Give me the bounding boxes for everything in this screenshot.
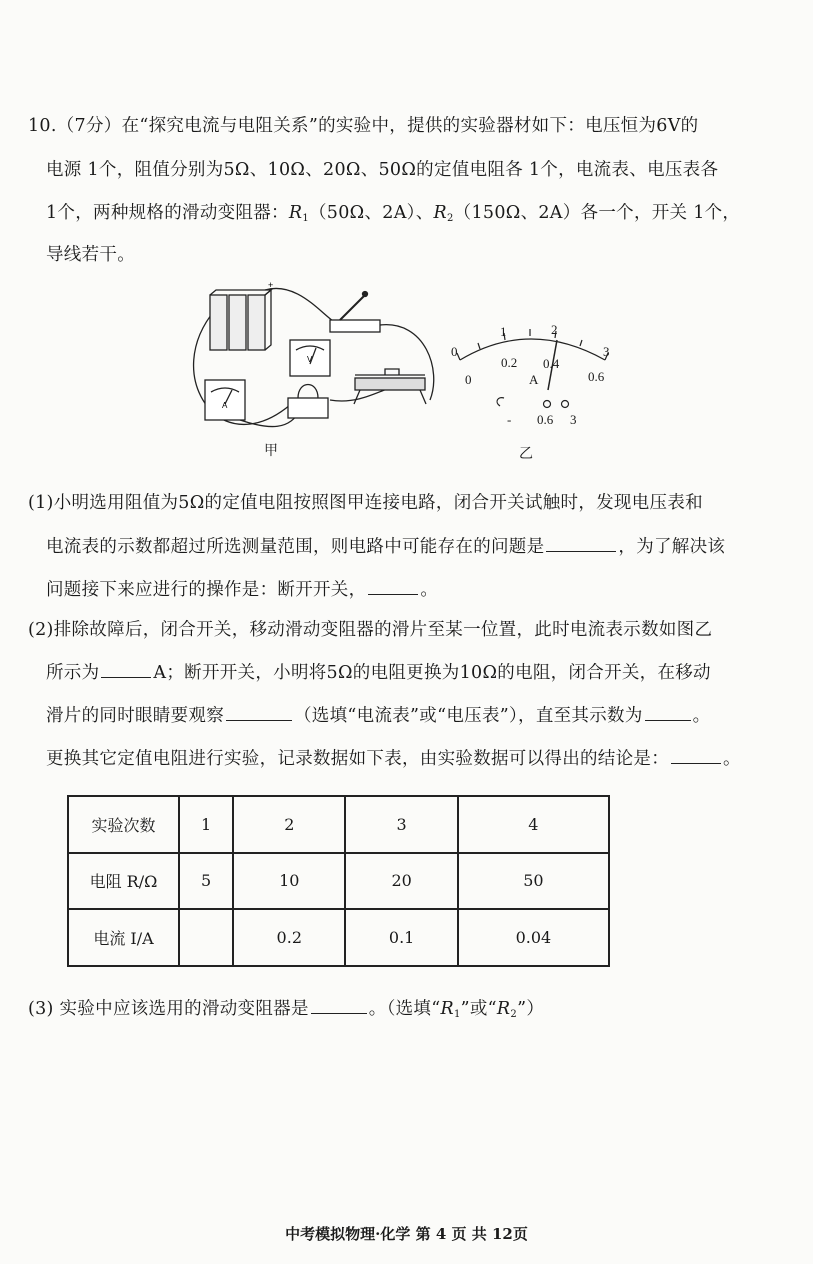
answer-blank-2[interactable] — [368, 577, 418, 596]
question-score: （7分） — [56, 116, 122, 136]
terminal-3: 3 — [570, 412, 577, 427]
circuit-diagram-jia — [180, 280, 440, 440]
question-line-2: 电源 1个，阻值分别为5Ω、10Ω、20Ω、50Ω的定值电阻各 1个，电流表、电压表各 — [46, 160, 719, 180]
table-cell: 1 — [179, 796, 233, 853]
terminal-0-6: 0.6 — [537, 412, 554, 427]
table-cell: 0.04 — [458, 909, 609, 966]
figure-label-yi: 乙 — [519, 446, 533, 462]
battery-plus: + — [268, 280, 274, 290]
part1-line-1: (1)小明选用阻值为5Ω的定值电阻按照图甲连接电路，闭合开关试触时，发现电压表和 — [28, 493, 703, 513]
data-table — [67, 795, 610, 967]
question-line-3: 1个，两种规格的滑动变阻器：$R_1(50\Omega$、2A）、$R_2(150\Omega$、2A）各一个，开关 1个， — [46, 203, 741, 224]
answer-blank-5[interactable] — [645, 703, 691, 722]
row-header-trials: 实验次数 — [68, 796, 179, 853]
scale-top-2: 2 — [551, 322, 558, 337]
table-cell: 20 — [345, 853, 457, 910]
part2-line-1: (2)排除故障后，闭合开关，移动滑动变阻器的滑片至某一位置，此时电流表示数如图乙 — [28, 620, 713, 640]
scale-top-3: 3 — [603, 344, 610, 359]
table-cell: 0.2 — [233, 909, 345, 966]
question-number: 10. — [28, 116, 57, 136]
answer-blank-1[interactable] — [546, 534, 616, 553]
answer-blank-3[interactable] — [101, 660, 151, 679]
table-cell: 10 — [233, 853, 345, 910]
row-header-current: 电流 I/A — [68, 909, 179, 966]
terminal-minus: - — [507, 412, 512, 427]
row-header-resistance: 电阻 R/Ω — [68, 853, 179, 910]
part1-line-2: 电流表的示数都超过所选测量范围，则电路中可能存在的问题是 ，为了解决该 — [46, 533, 725, 558]
scale-bottom-0: 0 — [465, 372, 472, 387]
ammeter-label: A — [222, 401, 228, 410]
part1-line-3: 问题接下来应进行的操作是：断开开关， 。 — [46, 576, 438, 601]
part3-line: (3) 实验中应该选用的滑动变阻器是 。（选填“$R_1$”或“$R_2$”） — [28, 995, 544, 1020]
table-cell: 4 — [458, 796, 609, 853]
figure-label-jia: 甲 — [264, 443, 278, 459]
scale-bottom-0-4: 0.4 — [543, 356, 560, 371]
scale-top-0: 0 — [451, 344, 458, 359]
table-cell: 5 — [179, 853, 233, 910]
page-footer: 中考模拟物理·化学 第 4 页 共 12页 — [285, 1225, 528, 1243]
table-cell: 0.1 — [345, 909, 457, 966]
table-row — [68, 909, 609, 966]
scale-bottom-0-6: 0.6 — [588, 369, 605, 384]
ammeter-symbol: A — [529, 372, 539, 387]
question-line-4: 导线若干。 — [46, 245, 135, 265]
answer-blank-6[interactable] — [671, 746, 721, 765]
answer-blank-4[interactable] — [226, 703, 292, 722]
table-row — [68, 853, 609, 910]
part2-line-2: 所示为 A；断开开关，小明将5Ω的电阻更换为10Ω的电阻，闭合开关，在移动 — [46, 659, 711, 684]
table-cell: 3 — [345, 796, 457, 853]
table-cell: 2 — [233, 796, 345, 853]
table-cell: 50 — [458, 853, 609, 910]
ammeter-dial-yi — [445, 318, 620, 433]
table-cell — [179, 909, 233, 966]
part2-line-3: 滑片的同时眼睛要观察 （选填“电流表”或“电压表”），直至其示数为 。 — [46, 702, 710, 727]
question-line-1: 10.（7分）在“探究电流与电阻关系”的实验中，提供的实验器材如下：电压恒为6V的 — [28, 116, 699, 136]
table-row — [68, 796, 609, 853]
scale-bottom-0-2: 0.2 — [501, 355, 518, 370]
scale-top-1: 1 — [500, 324, 507, 339]
voltmeter-label: V — [307, 355, 313, 364]
part2-line-4: 更换其它定值电阻进行实验，记录数据如下表，由实验数据可以得出的结论是： 。 — [46, 745, 741, 770]
answer-blank-7[interactable] — [311, 996, 367, 1015]
